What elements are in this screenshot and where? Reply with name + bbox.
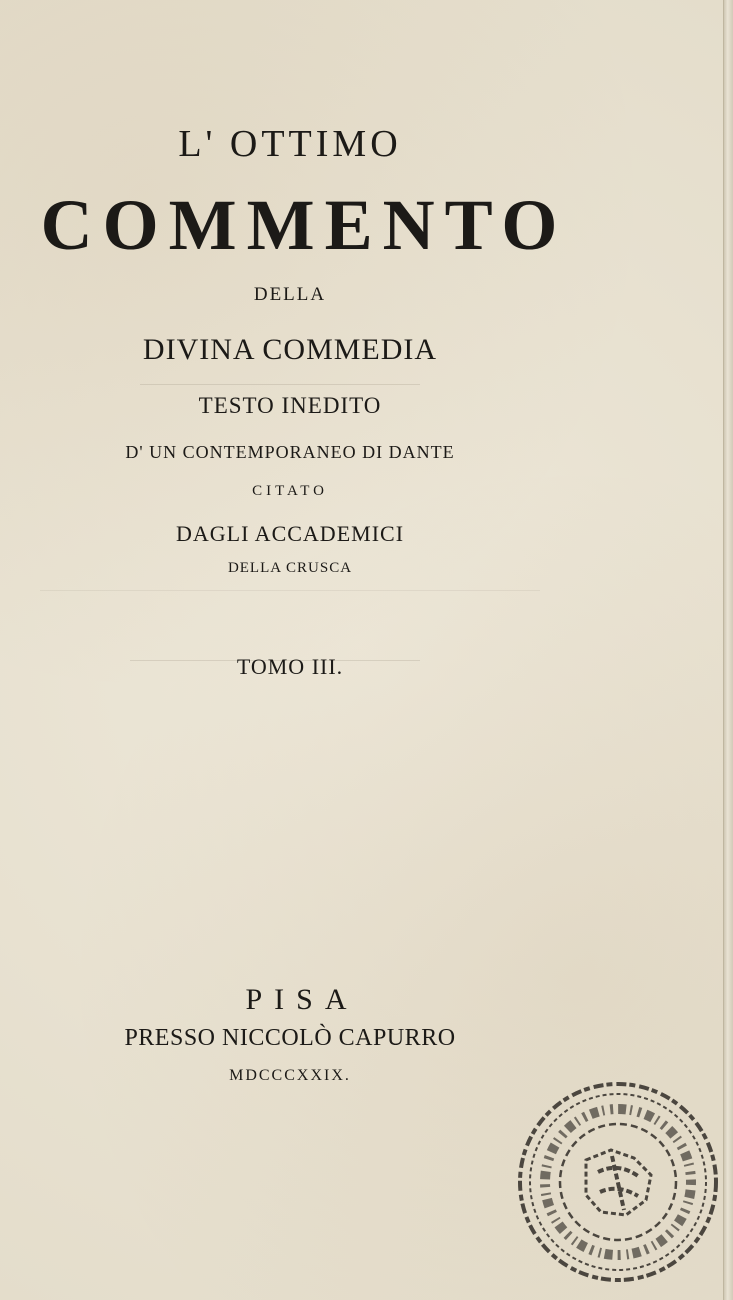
page-edge — [723, 0, 733, 1300]
subtitle-line-5: DELLA CRUSCA — [227, 560, 353, 576]
title-line-1: L' OTTIMO — [178, 123, 402, 165]
subtitle-line-2: D' UN CONTEMPORANEO DI DANTE — [125, 442, 455, 462]
imprint-city: PISA — [245, 983, 359, 1016]
imprint-publisher: PRESSO NICCOLÒ CAPURRO — [124, 1025, 456, 1051]
imprint-year: MDCCCXXIX. — [229, 1067, 351, 1084]
title-line-3: DELLA — [253, 284, 327, 305]
show-through-line — [140, 384, 420, 385]
subtitle-line-4: DAGLI ACCADEMICI — [175, 521, 405, 546]
show-through-line — [40, 590, 540, 591]
title-main: COMMENTO — [40, 185, 568, 265]
subtitle-line-3: CITATO — [252, 483, 328, 499]
title-line-4: DIVINA COMMEDIA — [142, 333, 438, 366]
volume-label: TOMO III. — [236, 654, 344, 679]
subtitle-line-1: TESTO INEDITO — [198, 393, 382, 418]
library-stamp-icon — [516, 1080, 721, 1285]
